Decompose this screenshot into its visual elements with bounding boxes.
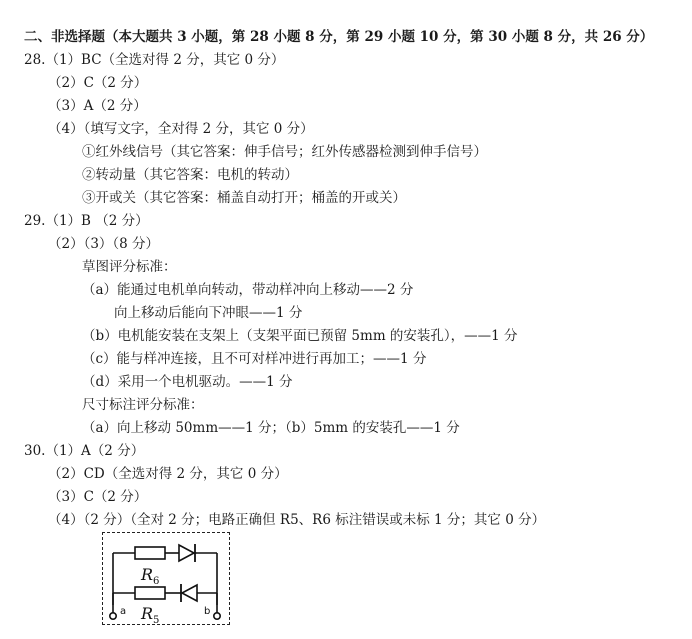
q28-part4: （4）（填写文字，全对得 2 分，其它 0 分） — [48, 121, 314, 137]
sketch-criterion-b: （b）电机能安装在支架上（支架平面已预留 5mm 的安装孔），——1 分 — [82, 328, 518, 344]
q28-part2: （2）C（2 分） — [48, 75, 148, 91]
terminal-b — [214, 613, 220, 619]
q30-part1: 30.（1）A（2 分） — [24, 443, 145, 459]
resistor-r6 — [135, 547, 165, 559]
label-r5: $R_5$ — [141, 604, 160, 626]
circuit-diagram — [102, 532, 230, 625]
q28-part4-item1: ①红外线信号（其它答案：伸手信号；红外传感器检测到伸手信号） — [82, 144, 487, 160]
sketch-criteria-heading: 草图评分标准： — [82, 259, 177, 275]
sketch-criterion-a: （a）能通过电机单向转动，带动样冲向上移动——2 分 — [82, 282, 414, 298]
q28-part4-item3: ③开或关（其它答案：桶盖自动打开；桶盖的开或关） — [82, 190, 406, 206]
label-terminal-a: a — [120, 606, 127, 617]
section-heading: 二、非选择题（本大题共 3 小题，第 28 小题 8 分，第 29 小题 10 分，第 30 小题 8 分，共 26 分） — [24, 29, 654, 45]
resistor-r5 — [135, 587, 165, 599]
diode-top — [179, 544, 197, 562]
q28-part1: 28.（1）BC（全选对得 2 分，其它 0 分） — [24, 52, 285, 68]
sketch-criterion-d: （d）采用一个电机驱动。——1 分 — [82, 374, 293, 390]
sketch-criterion-a-cont: 向上移动后能向下冲眼——1 分 — [114, 305, 303, 321]
sketch-criterion-c: （c）能与样冲连接，且不可对样冲进行再加工；——1 分 — [82, 351, 427, 367]
q30-part4: （4）（2 分）（全对 2 分；电路正确但 R5、R6 标注错误或未标 1 分；其它 0 分） — [48, 512, 546, 528]
q29-part1: 29.（1）B （2 分） — [24, 213, 149, 229]
q29-part2-3: （2）（3）（8 分） — [48, 236, 160, 252]
q30-part2: （2）CD（全选对得 2 分，其它 0 分） — [48, 466, 288, 482]
diode-bottom — [179, 584, 197, 602]
circuit-schematic — [103, 533, 231, 626]
terminal-a — [110, 613, 116, 619]
q30-part3: （3）C（2 分） — [48, 489, 148, 505]
dimension-criteria-heading: 尺寸标注评分标准： — [82, 397, 204, 413]
q28-part4-item2: ②转动量（其它答案：电机的转动） — [82, 167, 298, 183]
label-r6: $R_6$ — [141, 565, 160, 587]
label-terminal-b: b — [204, 606, 211, 617]
dimension-criteria: （a）向上移动 50mm——1 分；（b）5mm 的安装孔——1 分 — [82, 420, 460, 436]
q28-part3: （3）A（2 分） — [48, 98, 147, 114]
